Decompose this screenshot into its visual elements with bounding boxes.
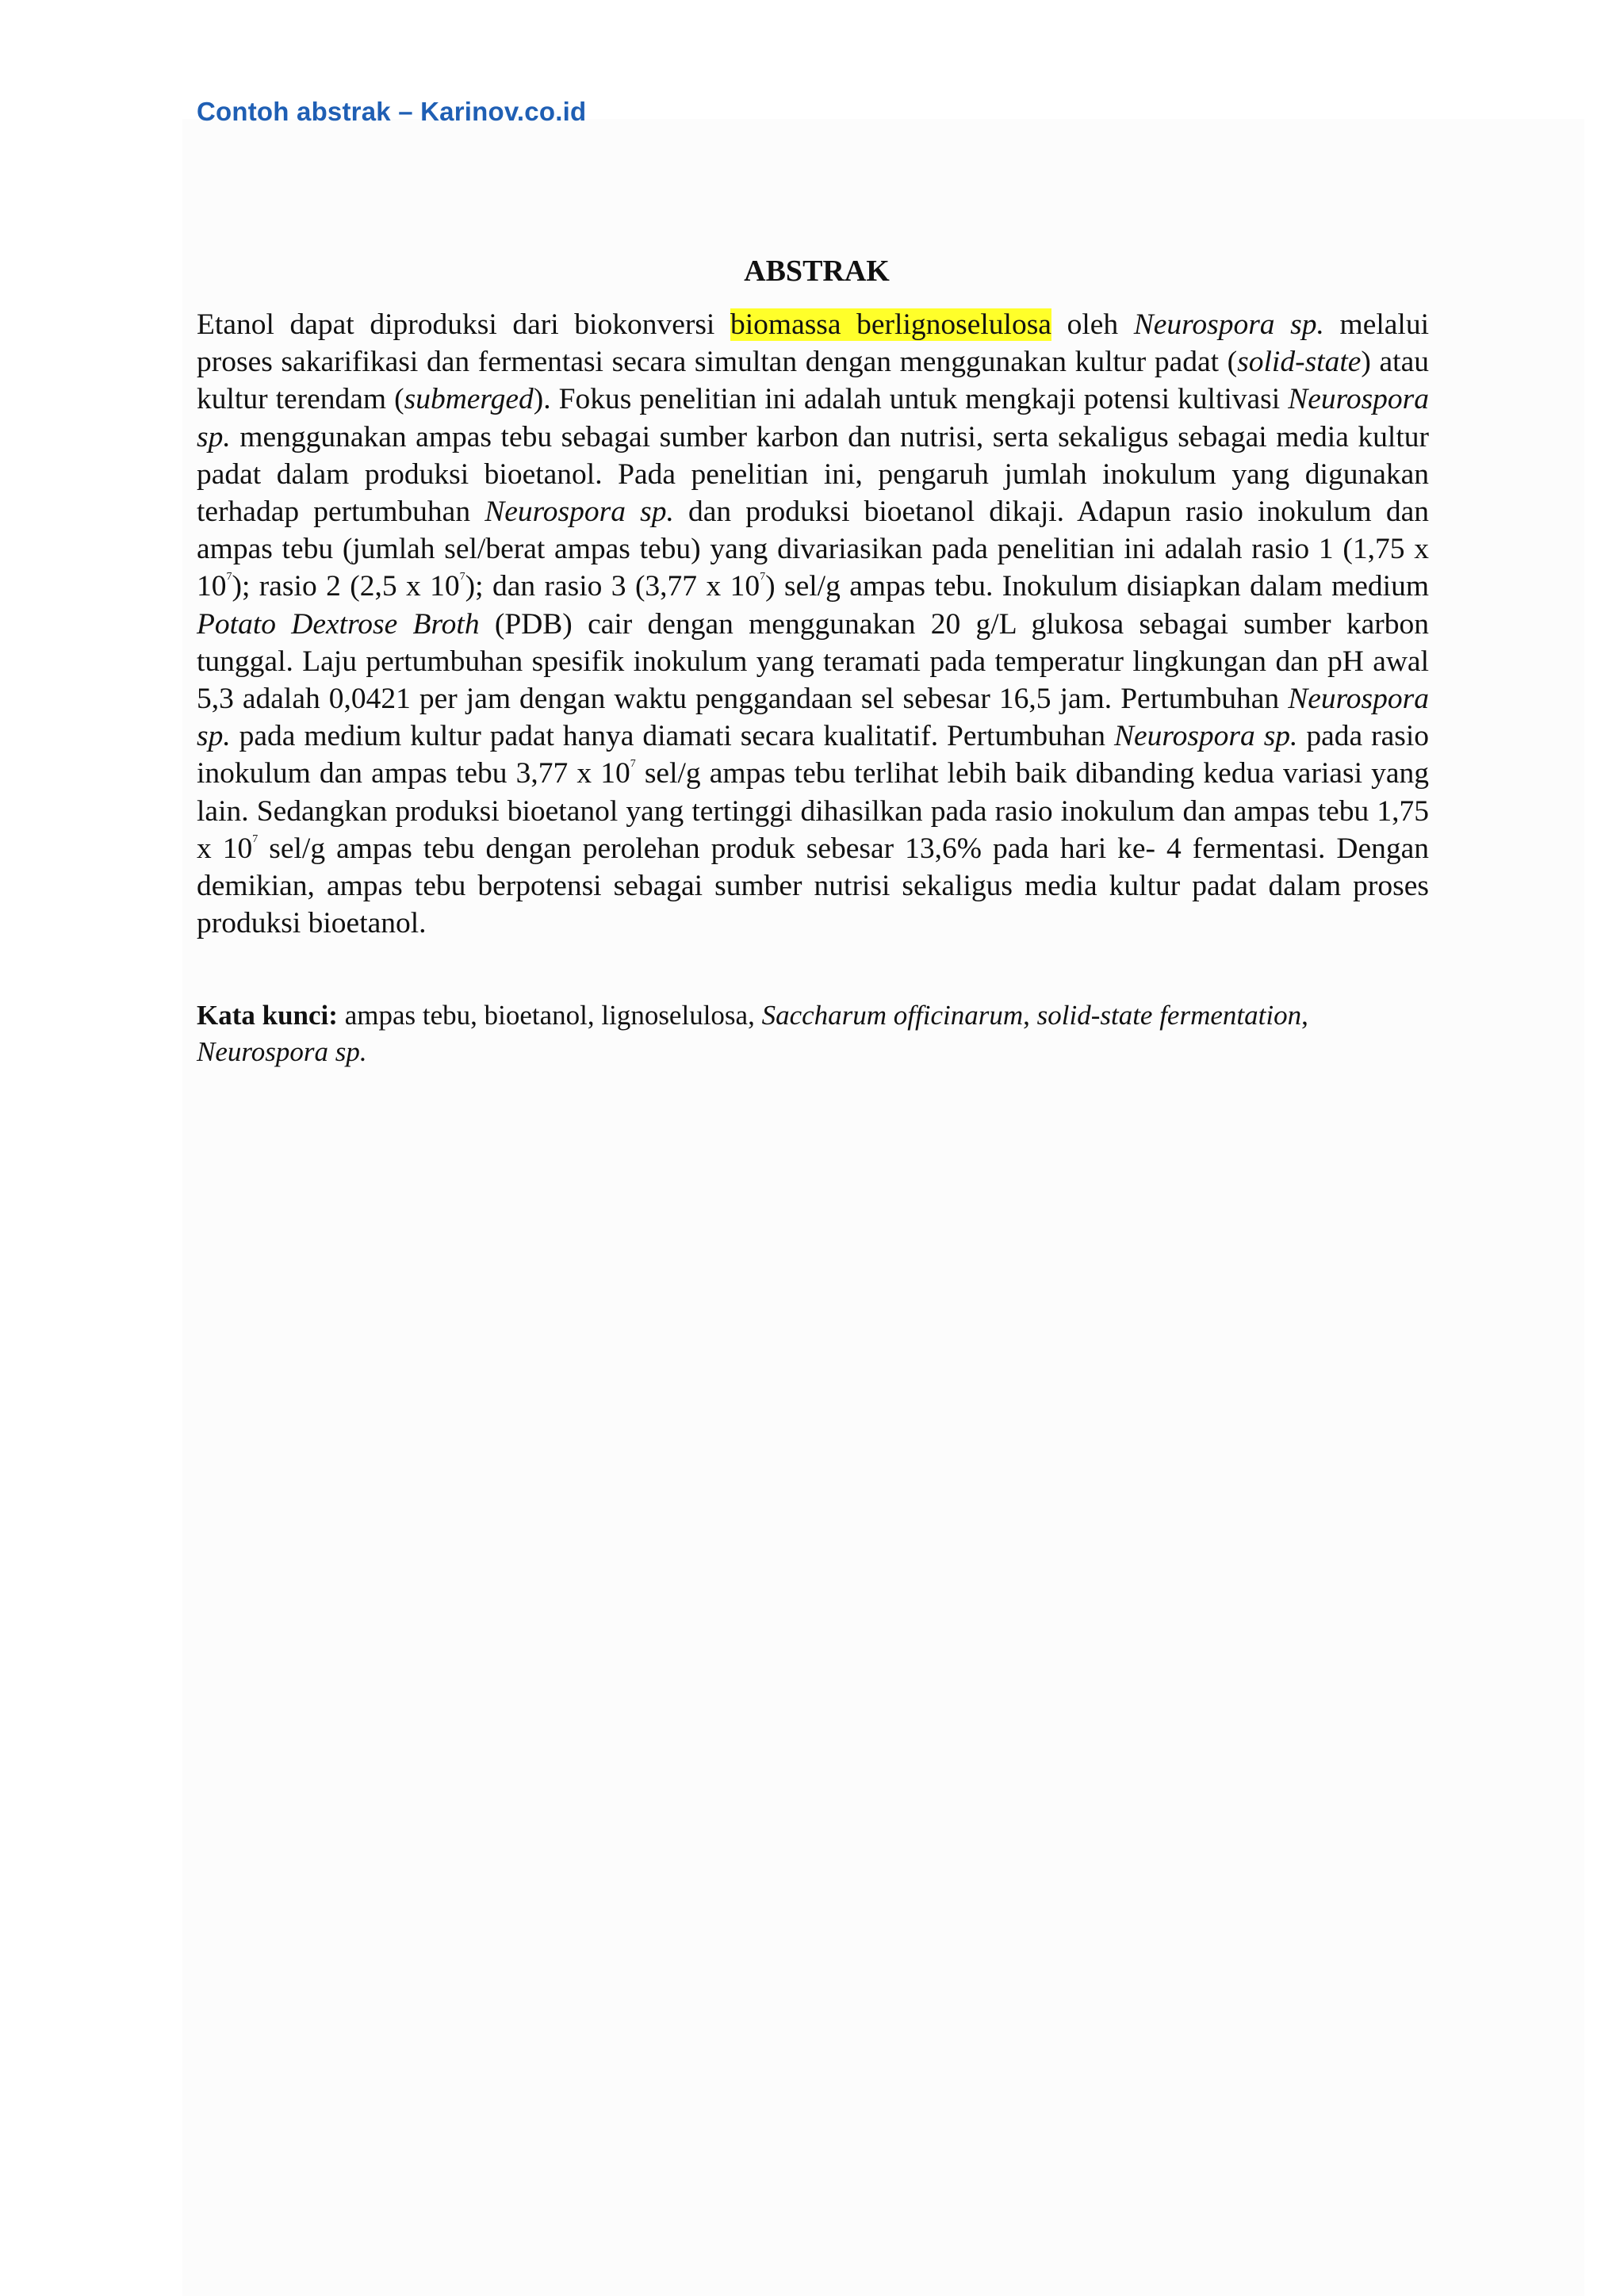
abstract-italic-term: submerged xyxy=(404,383,534,416)
abstract-text-segment: menggunakan ampas tebu sebagai sumber karbon dan nutrisi, serta sekaligus sebagai media kultur padat dalam produksi bioetanol. Pada penelitian ini, pengaruh jumlah inokulum yang digunakan terhadap pertumbuhan xyxy=(197,420,1429,529)
abstract-text-segment: ) sel/g ampas tebu. Inokulum disiapkan dalam medium xyxy=(765,570,1430,603)
abstract-text-segment: sel/g ampas tebu dengan perolehan produk sebesar 13,6% pada hari ke- 4 fermentasi. Dengan demikian, ampas tebu berpotensi sebagai sumber nutrisi sekaligus media kultur padat dalam proses produksi bioetanol. xyxy=(197,832,1429,940)
keywords-label: Kata kunci: xyxy=(197,1000,338,1031)
abstract-text-segment: ) atau kultur terendam ( xyxy=(197,346,1429,416)
abstract-italic-term: Neurospora sp. xyxy=(485,496,674,529)
abstract-title: ABSTRAK xyxy=(744,254,890,288)
abstract-text-segment: Etanol dapat diproduksi dari biokonversi xyxy=(197,308,730,341)
abstract-text-segment: (PDB) cair dengan menggunakan 20 g/L glukosa sebagai sumber karbon tunggal. Laju pertumbuhan spesifik inokulum yang teramati pada temperatur lingkungan dan pH awal 5,3 adalah 0,0421 per jam dengan waktu penggandaan sel sebesar 16,5 jam. Pertumbuhan xyxy=(197,607,1430,716)
abstract-italic-term: Neurospora sp. xyxy=(1113,720,1298,753)
document-content xyxy=(197,254,1429,1070)
abstract-text-segment: ); dan rasio 3 (3,77 x 10 xyxy=(465,570,760,603)
keyword-italic: Neurospora sp. xyxy=(197,1036,367,1068)
abstract-text-segment: ). Fokus penelitian ini adalah untuk mengkaji potensi kultivasi xyxy=(533,383,1289,416)
abstract-text-segment: pada medium kultur padat hanya diamati secara kualitatif. Pertumbuhan xyxy=(230,720,1114,753)
exponent-superscript: 7 xyxy=(252,832,259,845)
header-note: Contoh abstrak – Karinov.co.id xyxy=(197,97,587,126)
keywords-separator: , xyxy=(1023,1000,1037,1031)
keyword-italic: Saccharum officinarum xyxy=(761,1000,1024,1031)
keyword-italic: solid-state fermentation xyxy=(1036,1000,1302,1031)
exponent-superscript: 7 xyxy=(226,571,232,584)
abstract-italic-term: solid-state xyxy=(1237,346,1362,379)
abstract-text-segment: ); rasio 2 (2,5 x 10 xyxy=(232,570,460,603)
abstract-italic-term: Neurospora sp. xyxy=(1133,308,1324,341)
highlighted-phrase: biomassa berlignoselulosa xyxy=(730,308,1051,341)
keywords-text: ampas tebu, bioetanol, lignoselulosa, xyxy=(337,1000,762,1031)
abstract-text-segment: dan produksi bioetanol dikaji. Adapun rasio inokulum dan ampas tebu (jumlah sel/berat ampas tebu) yang divariasikan pada penelitian ini adalah rasio 1 (1,75 x 10 xyxy=(197,496,1429,603)
abstract-italic-term: Neurospora sp. xyxy=(197,383,1430,453)
abstract-italic-term: Neurospora sp. xyxy=(197,683,1429,753)
abstract-italic-term: Potato Dextrose Broth xyxy=(197,607,480,641)
abstract-text-segment: sel/g ampas tebu terlihat lebih baik dibanding kedua variasi yang lain. Sedangkan produksi bioetanol yang tertinggi dihasilkan pada rasio inokulum dan ampas tebu 1,75 x 10 xyxy=(197,757,1430,865)
abstract-text-segment: pada rasio inokulum dan ampas tebu 3,77 x 10 xyxy=(197,720,1430,790)
exponent-superscript: 7 xyxy=(630,758,636,771)
keywords-line xyxy=(197,997,1429,1070)
keywords-separator: , xyxy=(1301,1000,1308,1031)
abstract-body xyxy=(197,306,1429,942)
exponent-superscript: 7 xyxy=(760,571,766,584)
abstract-text-segment: oleh xyxy=(1051,308,1134,341)
exponent-superscript: 7 xyxy=(459,571,465,584)
abstract-text-segment: melalui proses sakarifikasi dan fermentasi secara simultan dengan menggunakan kultur padat ( xyxy=(197,308,1429,379)
